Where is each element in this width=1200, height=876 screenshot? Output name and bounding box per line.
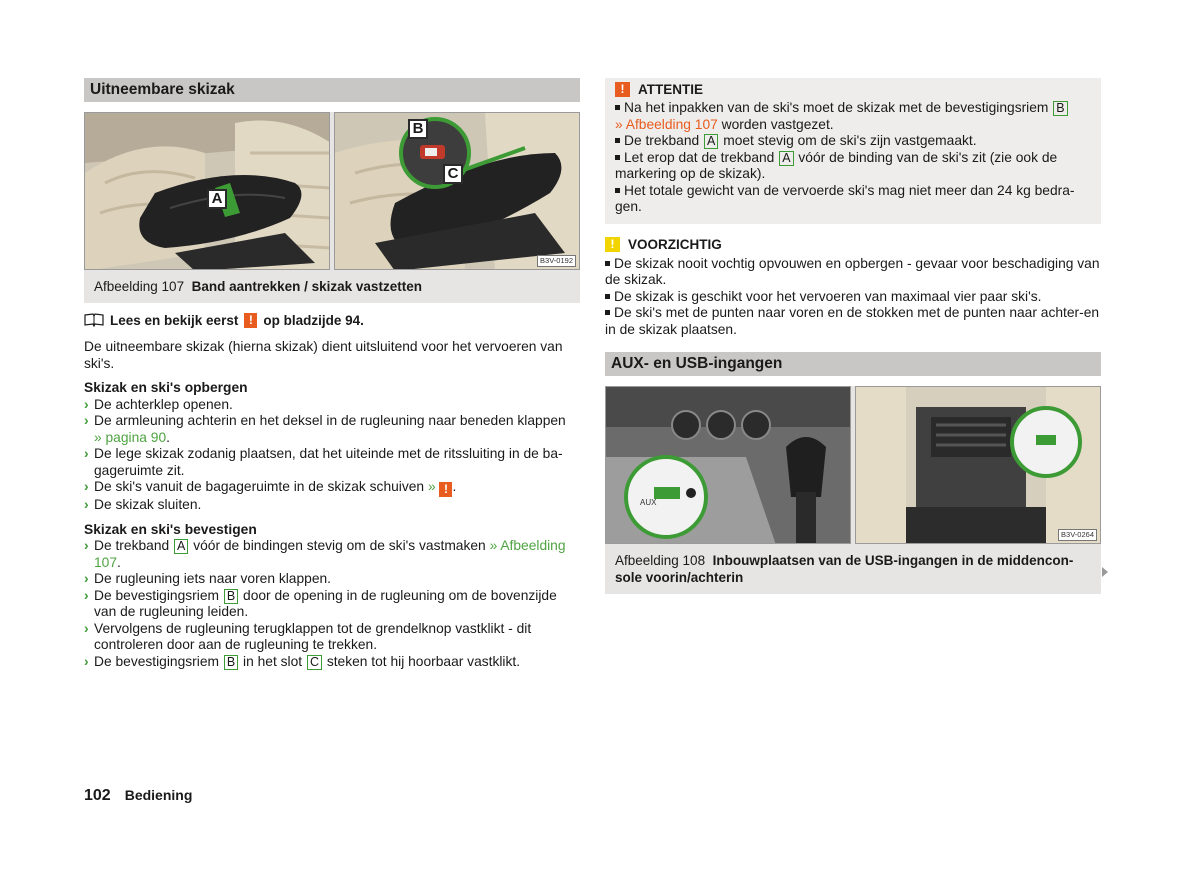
intro-paragraph: De uitneembare skizak (hierna skizak) dient uitsluitend voor het vervoeren van ski's. [84, 339, 563, 371]
chevron-icon: › [84, 571, 89, 586]
list-item: › De bevestigingsriem B door de opening in de rugleuning om de bovenzijde van de rugleuning leiden. [84, 587, 557, 619]
footer-section: Bediening [124, 787, 193, 803]
attentie-header [615, 80, 1091, 98]
ski-bag-photo-left [84, 112, 330, 270]
list-item: › De armleuning achterin en het deksel in de rugleuning naar beneden klappen » pagina 90. [84, 413, 566, 445]
ski-bag-photo-right [334, 112, 580, 270]
usb-rear-photo [855, 386, 1101, 544]
figure-108-caption [605, 544, 1101, 594]
chevron-icon: › [84, 497, 89, 512]
chevron-icon: › [84, 620, 89, 636]
key-label: A [174, 539, 188, 554]
chevron-icon: › [84, 396, 89, 412]
voorzichtig-box [605, 236, 1101, 339]
list-item: › Vervolgens de rugleuning terugklappen tot de grendelknop vastklikt - dit controleren door aan de rugleuning te trekken. [84, 620, 532, 652]
next-page-arrow-icon[interactable] [1102, 567, 1108, 577]
voorzichtig-header [605, 236, 1101, 254]
chevron-icon: › [84, 538, 89, 553]
rear-console-illustration [856, 387, 1101, 544]
figure-link[interactable]: » Afbeelding 107 [94, 538, 566, 570]
page-footer [84, 787, 192, 805]
list-item: De skizak nooit vochtig opvouwen en opbergen - gevaar voor beschadiging van de skizak. [605, 255, 1100, 287]
key-label: B [1053, 101, 1067, 116]
voorzichtig-list [605, 256, 1101, 339]
chevron-icon: › [84, 653, 89, 669]
list-item: › De skizak sluiten. [84, 497, 202, 512]
aux-label: AUX [640, 498, 657, 507]
list-item: De ski's met de punten naar voren en de stokken met de punten naar achter-en in de skizak plaatsen. [605, 305, 1100, 337]
list-item: › De achterklep openen. [84, 396, 233, 412]
figure-107-caption [84, 270, 580, 303]
chevron-icon: › [84, 446, 89, 461]
opbergen-heading: Skizak en ski's opbergen [84, 380, 248, 395]
callout-c: C [443, 164, 463, 184]
callout-a: A [207, 189, 227, 209]
list-item: Let erop dat de trekband A vóór de binding van de ski's zit (zie ook de markering op de skizak). [615, 149, 1058, 181]
chevron-icon: › [84, 479, 89, 494]
figure-108-images [605, 386, 1101, 544]
bevestigen-heading: Skizak en ski's bevestigen [84, 521, 257, 537]
warning-link[interactable]: » [427, 479, 436, 494]
page-number: 102 [84, 787, 111, 804]
section-title-aux-usb: AUX- en USB-ingangen [605, 352, 1101, 376]
book-icon [84, 313, 104, 327]
image-code: B3V-0264 [1058, 529, 1097, 541]
caption-number: Afbeelding 107 [94, 279, 185, 294]
key-label: A [704, 134, 718, 149]
page-link[interactable]: » pagina 90 [94, 429, 167, 445]
warning-icon: ! [244, 313, 257, 328]
attentie-title: ATTENTIE [638, 81, 703, 97]
key-label: B [224, 655, 238, 670]
voorzichtig-title: VOORZICHTIG [628, 237, 722, 252]
caption-number: Afbeelding 108 [615, 553, 706, 568]
caution-icon: ! [605, 237, 620, 252]
attentie-list [615, 100, 1091, 216]
key-label: B [224, 589, 238, 604]
figure-107-images [84, 112, 580, 270]
list-item: Na het inpakken van de ski's moet de skizak met de bevestigingsriem B » Afbeelding 107 worden vastgezet. [615, 100, 1091, 133]
ski-bag-illustration-right [335, 113, 580, 270]
chevron-icon: › [84, 587, 89, 603]
read-first-suffix: op bladzijde 94. [263, 312, 364, 328]
list-item: › De bevestigingsriem B in het slot C steken tot hij hoorbaar vastklikt. [84, 653, 521, 669]
bevestigen-steps [84, 538, 580, 670]
figure-link[interactable]: » Afbeelding 107 [615, 116, 718, 132]
list-item: Het totale gewicht van de vervoerde ski's mag niet meer dan 24 kg bedra-gen. [615, 182, 1075, 214]
callout-b: B [408, 119, 428, 139]
chevron-icon: › [84, 413, 89, 428]
caption-text: Inbouwplaatsen van de USB-ingangen in de middencon-sole voorin/achterin [615, 553, 1074, 585]
key-label: C [307, 655, 322, 670]
list-item: De skizak is geschikt voor het vervoeren van maximaal vier paar ski's. [605, 289, 1101, 306]
left-column [84, 78, 580, 670]
right-column [605, 78, 1101, 594]
warning-icon: ! [439, 482, 452, 497]
list-item: › De trekband A vóór de bindingen stevig om de ski's vastmaken » Afbeelding 107. [84, 538, 566, 570]
warning-icon: ! [615, 82, 630, 97]
list-item: De trekband A moet stevig om de ski's zijn vastgemaakt. [615, 133, 1091, 150]
list-item: › De ski's vanuit de bagageruimte in de skizak schuiven » ! . [84, 479, 457, 496]
figure-108 [605, 386, 1101, 594]
image-code: B3V-0192 [537, 255, 576, 267]
read-first-note [84, 311, 580, 329]
list-item: › De rugleuning iets naar voren klappen. [84, 571, 331, 586]
caption-text: Band aantrekken / skizak vastzetten [191, 279, 422, 294]
front-console-illustration [606, 387, 851, 544]
key-label: A [779, 151, 793, 166]
attentie-box [605, 78, 1101, 224]
figure-107 [84, 112, 580, 303]
opbergen-steps [84, 397, 580, 514]
list-item: › De lege skizak zodanig plaatsen, dat het uiteinde met de ritssluiting in de ba-gageruimte zit. [84, 446, 563, 478]
section-title-skizak: Uitneembare skizak [84, 78, 580, 102]
read-first-prefix: Lees en bekijk eerst [110, 312, 239, 328]
usb-front-photo [605, 386, 851, 544]
